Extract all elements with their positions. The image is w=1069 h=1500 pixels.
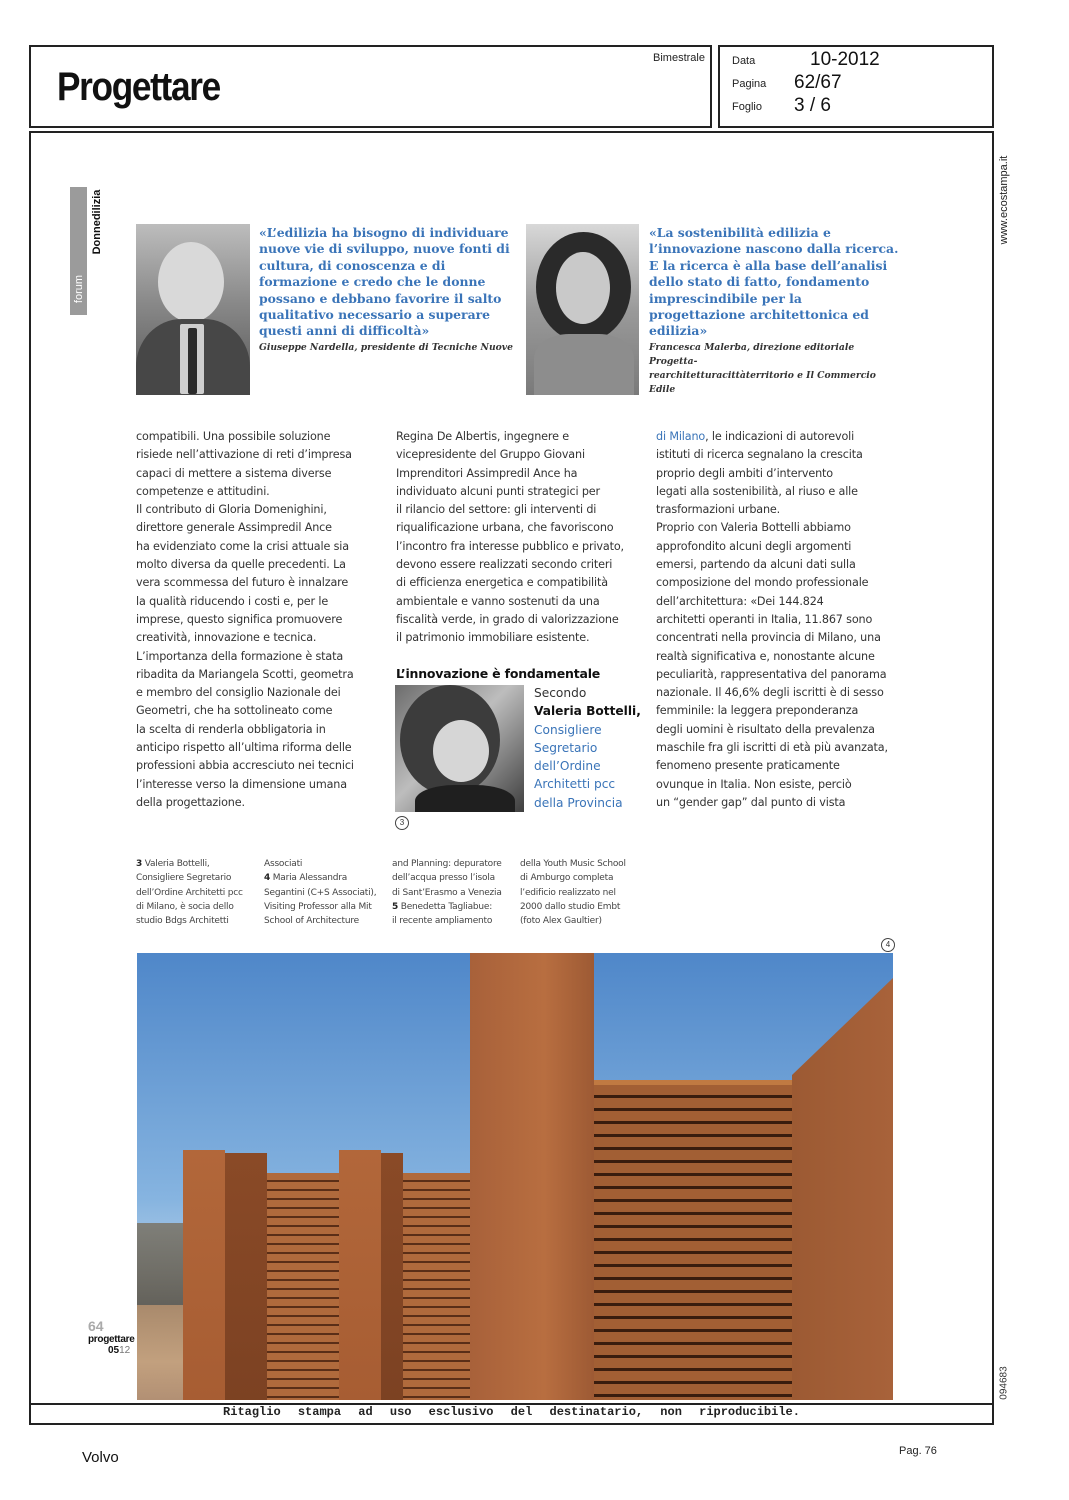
- article-line: ribadita da Mariangela Scotti, geometra: [136, 667, 354, 681]
- wall-pillar: [183, 1150, 225, 1400]
- article-line: composizione del mondo professionale: [656, 576, 869, 590]
- caption-line: [264, 900, 376, 914]
- article-line: fenomeno presente praticamente: [656, 759, 840, 773]
- bio-intro: Secondo: [534, 686, 587, 700]
- caption-text: Consigliere Segretario: [136, 873, 232, 884]
- article-line: la qualità riducendo i costi e, per le: [136, 594, 329, 608]
- article-line: proprio degli ambiti d’intervento: [656, 466, 833, 480]
- masthead: Progettare: [57, 65, 220, 109]
- article-column-3: [656, 428, 906, 812]
- article-line: l’interesse verso la dimensione umana: [136, 777, 347, 791]
- caption-line: [520, 857, 626, 871]
- article-column-2: [396, 428, 641, 648]
- section-tab-label: forum: [72, 274, 85, 304]
- quote-line: E la ricerca è alla base dell’analisi: [649, 257, 888, 273]
- caption-number: 5: [392, 901, 399, 912]
- article-line: architetti operanti in Italia, 11.867 sono: [656, 612, 873, 626]
- article-line: imprese, questo significa promuovere: [136, 612, 343, 626]
- caption-line: [392, 886, 502, 900]
- article-line: competenze e attitudini.: [136, 484, 270, 498]
- caption-line: [520, 900, 626, 914]
- quote-line: «La sostenibilità edilizia e: [649, 225, 831, 240]
- wall-pillar: [339, 1150, 381, 1400]
- article-line: molto diversa da quelle precedenti. La: [136, 558, 346, 572]
- quote-line: formazione e credo che le donne: [259, 274, 486, 290]
- caption-text: and Planning: depuratore: [392, 859, 502, 869]
- caption-line: [264, 857, 376, 871]
- caption-text: Maria Alessandra: [270, 873, 348, 884]
- quote-line: l’innovazione nascono dalla ricerca.: [649, 241, 899, 257]
- article-column-1: [136, 428, 381, 812]
- caption-text: dell’Ordine Architetti pcc: [136, 887, 243, 898]
- caption-line: [136, 900, 243, 914]
- quote-attribution: Giuseppe Nardella, presidente di Tecniche Nuove: [259, 341, 513, 353]
- caption-block-3: [392, 857, 502, 928]
- caption-number: 4: [264, 873, 271, 884]
- quote-line: imprescindibile per la: [649, 290, 802, 306]
- quote-line: progettazione architettonica ed: [649, 307, 869, 323]
- article-line: capaci di mettere a sistema diverse: [136, 466, 332, 480]
- figure-marker-3: 3: [395, 816, 409, 830]
- caption-line: [520, 886, 626, 900]
- section-tab: [70, 187, 87, 315]
- article-line: nazionale. Il 46,6% degli iscritti è di sesso: [656, 686, 884, 700]
- quote-attribution: rearchitetturacittàterritorio e Il Commercio Edile: [649, 369, 876, 395]
- article-line: peculiarità, rappresentativa del panorama: [656, 667, 887, 681]
- meta-label-date: Data: [732, 55, 756, 67]
- folio-issue: [108, 1345, 130, 1356]
- caption-block-4: [520, 857, 626, 928]
- portrait-giuseppe-nardella: [136, 224, 250, 395]
- caption-text: Benedetta Tagliabue:: [398, 901, 493, 912]
- caption-text: di Milano, è socia dello: [136, 901, 234, 912]
- article-line: riqualificazione urbana, che favoriscono: [396, 521, 614, 535]
- page-indicator: Pag. 76: [899, 1445, 937, 1457]
- portrait-valeria-bottelli: [395, 685, 524, 812]
- caption-line: [392, 871, 502, 885]
- caption-text: della Youth Music School: [520, 859, 626, 869]
- corner-wall: [792, 978, 893, 1400]
- caption-line: [264, 886, 376, 900]
- periodicity: Bimestrale: [653, 52, 705, 64]
- bio-role-line: Segretario: [534, 740, 598, 755]
- article-line: il patrimonio immobiliare esistente.: [396, 631, 590, 645]
- article-line: creatività, innovazione e tecnica.: [136, 631, 317, 645]
- article-line: risiede nell’attivazione di reti d’impresa: [136, 448, 352, 462]
- quote-malerba: [649, 225, 904, 397]
- caption-line: [136, 871, 243, 885]
- caption-text: di Sant’Erasmo a Venezia: [392, 887, 502, 898]
- article-line: emersi, partendo da alcuni dati sulla: [656, 558, 856, 572]
- caption-number: 3: [136, 859, 143, 869]
- architecture-photo: [137, 953, 893, 1400]
- caption-text: studio Bdgs Architetti: [136, 916, 229, 927]
- article-line: degli uomini è risultato della prevalenza: [656, 722, 875, 736]
- caption-line: [136, 857, 243, 871]
- caption-line: [136, 914, 243, 928]
- bio-role-line: Architetti pcc: [534, 777, 616, 792]
- bio-role-line: Consigliere: [534, 722, 602, 737]
- quote-nardella: [259, 225, 514, 355]
- meta-value-date: 10-2012: [810, 49, 880, 70]
- slatted-wall: [403, 1173, 471, 1400]
- caption-line: [520, 914, 626, 928]
- caption-line: [136, 886, 243, 900]
- portrait-francesca-malerba: [526, 224, 639, 395]
- caption-line: [264, 871, 376, 885]
- caption-text: il recente ampliamento: [392, 916, 493, 927]
- article-line: la scelta di renderla obbligatoria in: [136, 722, 326, 736]
- side-code: [995, 1355, 1013, 1410]
- article-line: vera scommessa del futuro è innalzare: [136, 576, 349, 590]
- meta-label-sheet: Foglio: [732, 101, 762, 113]
- article-line: istituti di ricerca segnalano la crescita: [656, 448, 863, 462]
- article-line: trasformazioni urbane.: [656, 503, 781, 517]
- article-line: maschile fra gli iscritti di età più avanzata,: [656, 741, 888, 755]
- meta-value-sheet: 3 / 6: [794, 95, 831, 116]
- caption-block-2: [264, 857, 376, 928]
- article-line: Imprenditori Assimpredil Ance ha: [396, 466, 578, 480]
- tall-pillar: [470, 953, 594, 1400]
- article-line: di efficienza energetica e compatibilità: [396, 576, 608, 590]
- caption-text: Associati: [264, 859, 303, 869]
- side-url: [995, 145, 1013, 255]
- article-line: professioni abbia accresciuto nei tecnici: [136, 759, 354, 773]
- article-line: devono essere realizzati secondo criteri: [396, 558, 613, 572]
- figure-marker-4: 4: [881, 938, 895, 952]
- quote-line: edilizia»: [649, 323, 708, 339]
- section-name-text: Donnedilizia: [91, 189, 103, 255]
- article-line: vicepresidente del Gruppo Giovani: [396, 448, 585, 462]
- article-line: direttore generale Assimpredil Ance: [136, 521, 332, 535]
- article-line: Regina De Albertis, ingegnere e: [396, 430, 569, 443]
- issue-year: 12: [119, 1345, 131, 1356]
- disclaimer: Ritaglio stampa ad uso esclusivo del destinatario, non riproducibile.: [223, 1405, 800, 1419]
- caption-line: [520, 871, 626, 885]
- article-line: Il contributo di Gloria Domenighini,: [136, 503, 327, 517]
- quote-line: qualitativo necessario a superare: [259, 307, 491, 323]
- quote-line: nuove vie di sviluppo, nuove fonti di: [259, 241, 510, 257]
- article-line: L’importanza della formazione è stata: [136, 649, 344, 663]
- folio-magazine: progettare: [88, 1334, 135, 1345]
- issue-number: 05: [108, 1345, 120, 1356]
- caption-line: [392, 900, 502, 914]
- quote-line: cultura, di conoscenza e di: [259, 257, 446, 273]
- caption-line: [392, 914, 502, 928]
- article-line: dell’architettura: «Dei 144.824: [656, 594, 824, 608]
- article-line: ambientale e vanno sostenuti da una: [396, 594, 600, 608]
- article-line: il rilancio del settore: gli interventi di: [396, 503, 597, 517]
- quote-line: «L’edilizia ha bisogno di individuare: [259, 225, 509, 240]
- article-line: della progettazione.: [136, 795, 245, 809]
- article-line: un “gender gap” dal punto di vista: [656, 795, 846, 809]
- folio-page-number: 64: [88, 1318, 104, 1334]
- article-line: femminile: la leggera preponderanza: [656, 704, 859, 718]
- article-line: ha evidenziato come la crisi attuale sia: [136, 539, 349, 553]
- wall-side: [225, 1153, 267, 1400]
- side-url-text: www.ecostampa.it: [998, 155, 1010, 245]
- article-line: [656, 428, 906, 446]
- article-line: legati alla sostenibilità, al riuso e alle: [656, 484, 858, 498]
- article-line: ovunque in Italia. Non esiste, perciò: [656, 777, 852, 791]
- bio-role-line: della Provincia: [534, 795, 623, 810]
- inline-highlight: di Milano: [656, 430, 706, 443]
- quote-line: possano e debbano favorire il salto: [259, 290, 502, 306]
- article-line: compatibili. Una possibile soluzione: [136, 430, 331, 443]
- caption-text: (foto Alex Gaultier): [520, 916, 602, 927]
- section-name: [88, 187, 106, 257]
- caption-text: di Amburgo completa: [520, 873, 614, 884]
- article-line: Proprio con Valeria Bottelli abbiamo: [656, 521, 851, 535]
- bio-name: Valeria Bottelli,: [534, 704, 641, 719]
- caption-block-1: [136, 857, 243, 928]
- caption-text: School of Architecture: [264, 916, 359, 927]
- slatted-gate: [594, 1085, 792, 1400]
- side-code-text: 094683: [998, 1365, 1010, 1400]
- article-line: Geometri, che ha sottolineato come: [136, 704, 333, 718]
- caption-line: [264, 914, 376, 928]
- caption-text: Segantini (C+S Associati),: [264, 887, 377, 898]
- article-line: approfondito alcuni degli argomenti: [656, 539, 852, 553]
- header-title-box: [29, 45, 712, 128]
- caption-line: [392, 857, 502, 871]
- subheading: L’innovazione è fondamentale: [396, 666, 601, 681]
- header-meta-box: [718, 45, 994, 128]
- caption-text: Valeria Bottelli,: [142, 859, 210, 869]
- slatted-wall: [267, 1173, 341, 1400]
- quote-line: dello stato di fatto, fondamento: [649, 274, 870, 290]
- caption-text: Visiting Professor alla Mit: [264, 901, 372, 912]
- caption-text: 2000 dallo studio Embt: [520, 901, 621, 912]
- caption-text: dell’acqua presso l’isola: [392, 873, 495, 884]
- inline-text: , le indicazioni di autorevoli: [705, 430, 855, 443]
- sidebar-bio: [534, 684, 641, 812]
- bio-role-line: dell’Ordine: [534, 759, 601, 774]
- client-name: Volvo: [82, 1449, 119, 1466]
- article-line: individuato alcuni punti strategici per: [396, 484, 600, 498]
- article-line: realtà significativa e, nonostante alcune: [656, 649, 875, 663]
- article-line: l’incontro fra interesse pubblico e privato,: [396, 539, 624, 553]
- article-line: e membro del consiglio Nazionale dei: [136, 686, 341, 700]
- caption-text: l’edificio realizzato nel: [520, 887, 616, 898]
- wall-side: [381, 1153, 403, 1400]
- meta-value-page: 62/67: [794, 72, 842, 93]
- article-line: fiscalità verde, in grado di valorizzazione: [396, 612, 619, 626]
- article-line: concentrati nella provincia di Milano, una: [656, 631, 881, 645]
- article-line: anticipo rispetto all’ultima riforma delle: [136, 741, 352, 755]
- quote-line: questi anni di difficoltà»: [259, 323, 430, 339]
- quote-attribution: Francesca Malerba, direzione editoriale Progetta-: [649, 341, 855, 367]
- meta-label-page: Pagina: [732, 78, 767, 90]
